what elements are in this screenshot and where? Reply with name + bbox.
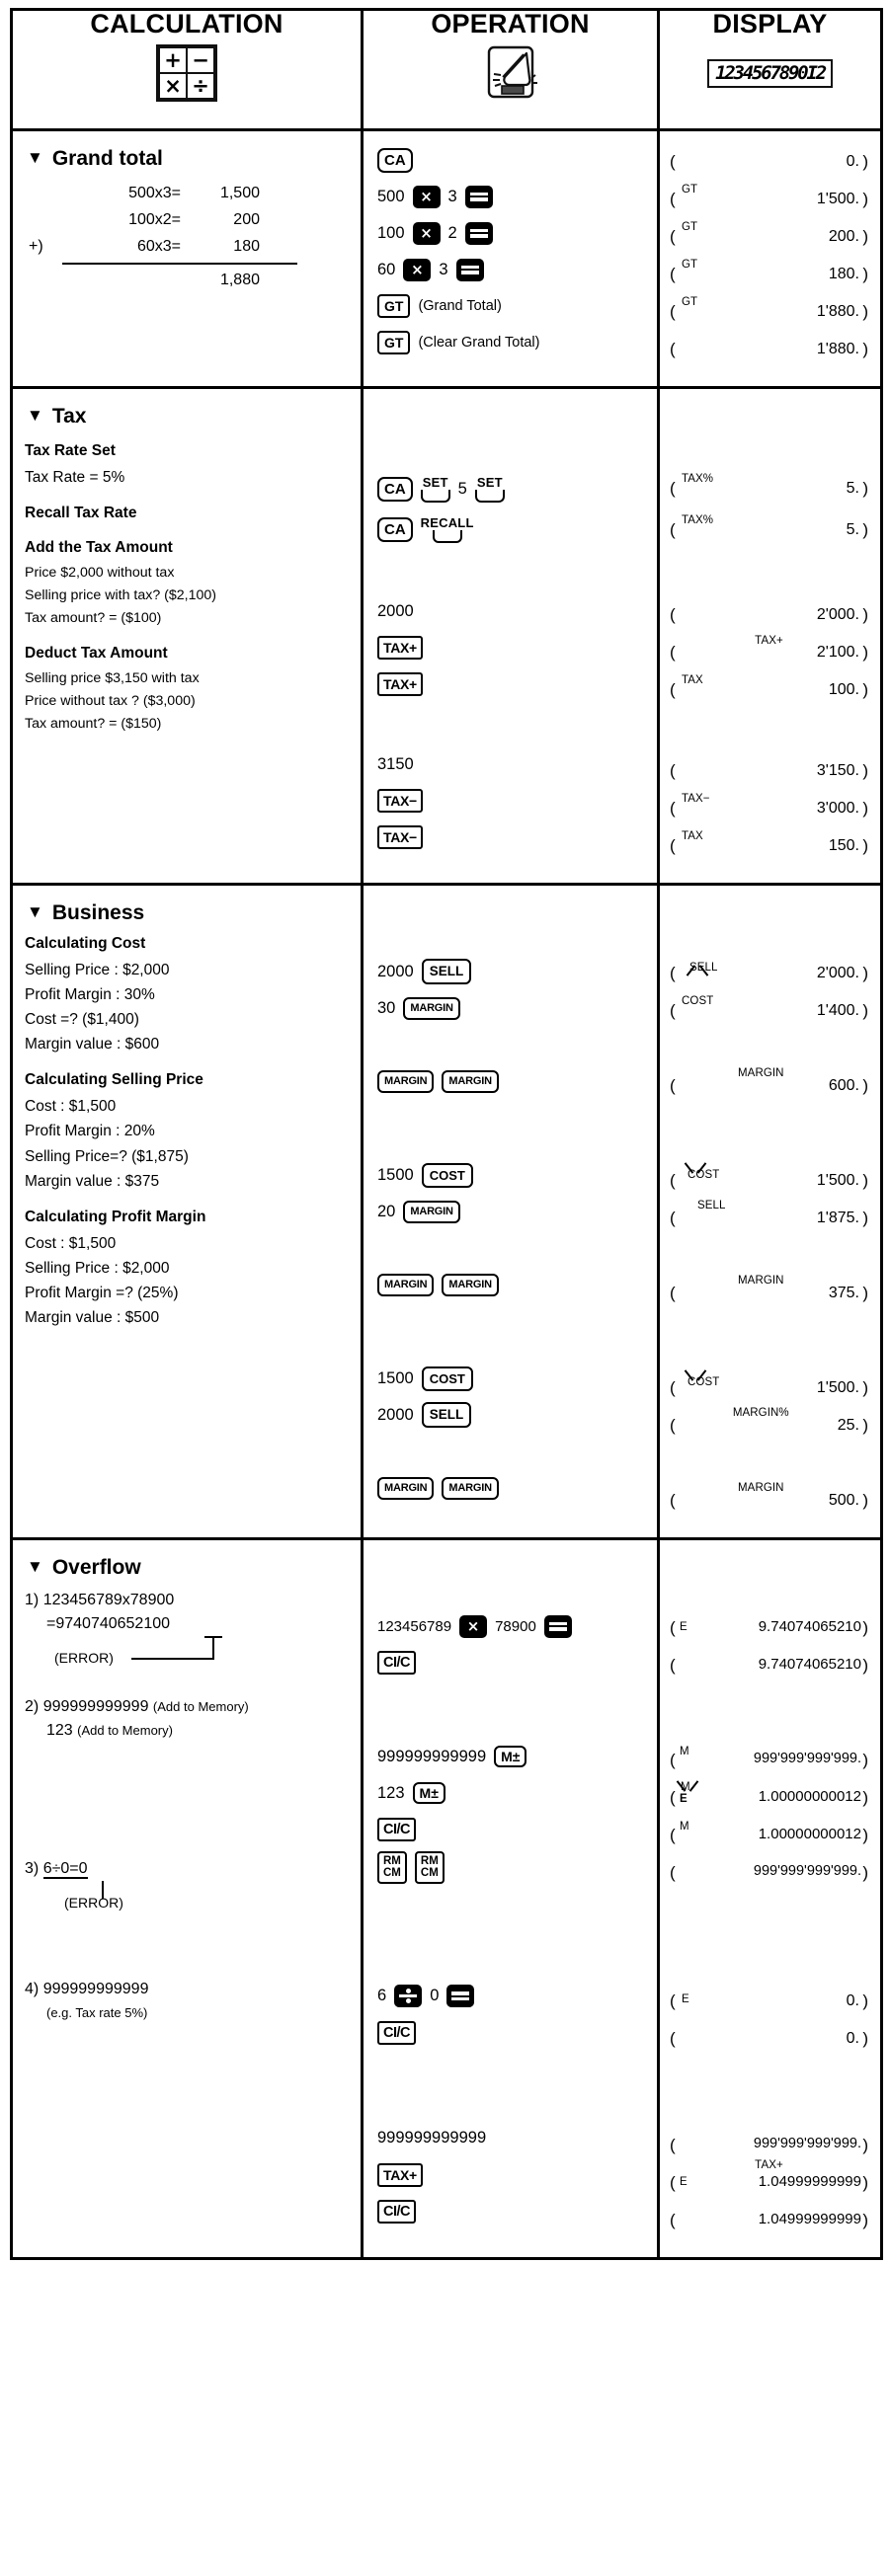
operation-step: 100 × 2 [377,218,647,248]
text-line: 4) 999999999999 [25,1981,149,1998]
header-calculation [12,10,363,130]
operation-step [377,1066,647,1096]
text-line: Profit Margin : 20% [25,1123,155,1140]
tax-plus-key[interactable]: TAX+ [377,2163,423,2187]
sell-indicator: SELL [689,962,718,974]
margin-key[interactable]: MARGIN [442,1070,498,1093]
cost-indicator: COST [688,1169,720,1181]
display-line: ( SELL 2'000. ) [670,962,868,982]
subheading-add-tax-amount: Add the Tax Amount [25,539,173,557]
calculator-keys-icon [156,44,217,102]
text-line: 123 (Add to Memory) [46,1722,173,1740]
multiply-key[interactable]: × [413,186,441,208]
margin-indicator: MARGIN [737,1482,784,1494]
display-line: ( COST 1'500. ) [670,1169,868,1190]
clear-key[interactable]: CI/C [377,1651,416,1676]
text-line: 3) 6÷0=0 [25,1860,88,1878]
operation-step [377,2160,647,2190]
section-row-business [12,885,882,1539]
tax-minus-indicator: TAX− [682,793,710,805]
tax-minus-key[interactable]: TAX− [377,789,423,813]
operation-step [377,1815,647,1844]
key-shape-icon [421,490,450,503]
gt-key[interactable]: GT [377,294,410,318]
overflow-item-3 [25,1857,351,1914]
triangle-bullet-icon: ▼ [27,902,43,922]
equals-key[interactable] [456,259,484,281]
operation-step [377,1851,647,1884]
gt-indicator: GT [682,184,698,195]
operation-step: 123 M± [377,1778,647,1808]
triangle-bullet-icon: ▼ [27,406,43,426]
margin-key[interactable]: MARGIN [442,1274,498,1296]
margin-key[interactable]: MARGIN [403,997,459,1020]
memory-plus-minus-key[interactable]: M± [413,1782,445,1804]
calc-row: 500x3= 1,500 [128,185,260,202]
text-line: Cost : $1,500 [25,1098,117,1116]
cost-key[interactable]: COST [422,1163,473,1188]
minus-key-icon: − [187,47,214,73]
operation-step [377,145,647,175]
tax-plus-indicator: TAX+ [755,2159,783,2171]
tax-calculation-cell [12,388,363,885]
table-header-row [12,10,882,130]
grand-total-display-cell [659,130,882,388]
display-line: ( COST 1'400. ) [670,995,868,1020]
operation-step: 60 × 3 [377,255,647,284]
operation-step [377,2018,647,2048]
text-line: Selling Price : $2,000 [25,1259,170,1277]
text-line: Tax amount? = ($100) [25,609,162,626]
memory-indicator: M [680,1821,689,1833]
display-line: ( M E 1.00000000012 ) [670,1781,868,1807]
equals-key[interactable] [465,222,493,245]
recall-memory-key[interactable]: RM CM [377,1851,407,1884]
clear-key[interactable]: CI/C [377,2200,416,2225]
display-line: ( MARGIN% 25. ) [670,1407,868,1435]
multiply-key[interactable]: × [403,259,431,281]
tax-indicator: TAX [682,674,703,686]
display-line: ( E 0. ) [670,1991,868,2010]
key-shape-icon [475,490,505,503]
business-display-cell [659,885,882,1539]
display-line: ( TAX− 3'000. ) [670,793,868,818]
display-line: ( COST 1'500. ) [670,1376,868,1397]
header-operation-title: OPERATION [431,9,590,39]
ca-key[interactable]: CA [377,148,413,173]
section-title-business: ▼ Business [27,901,145,924]
overflow-item-4 [25,1978,351,2025]
lcd-display-icon: 1234567890I2 [707,59,833,88]
operation-step: 2000 SELL [377,957,647,986]
display-line: ( TAX 100. ) [670,674,868,699]
error-annotation-1: (ERROR) [25,1636,351,1676]
display-line: ( 2'000. ) [670,605,868,624]
recall-memory-key[interactable]: RM CM [415,1851,445,1884]
display-line: ( TAX+ E 1.04999999999 ) [670,2159,868,2192]
margin-key[interactable]: MARGIN [377,1274,434,1296]
display-line: ( 0. ) [670,152,868,171]
tax-indicator: TAX [682,830,703,842]
error-indicator: E [680,1793,688,1805]
plus-key-icon: + [159,47,187,73]
operation-step: 3150 [377,754,414,773]
calc-row: +) 60x3= 180 [29,238,260,256]
equals-key[interactable] [544,1615,572,1638]
tax-percent-indicator: TAX% [682,514,714,526]
display-line: ( MARGIN 600. ) [670,1067,868,1095]
header-operation [363,10,659,130]
section-row-overflow [12,1539,882,2259]
finger-pressing-key-icon [480,44,541,102]
grand-total-arithmetic [25,180,351,293]
text-line: Selling Price : $2,000 [25,962,170,979]
operation-step: 6 0 [377,1982,647,2011]
overflow-calculation-cell [12,1539,363,2259]
subheading-recall-tax-rate: Recall Tax Rate [25,505,137,522]
operation-step: 30 MARGIN [377,993,647,1023]
tax-rate-note: (e.g. Tax rate 5%) [46,2005,148,2021]
subheading-calculating-selling-price: Calculating Selling Price [25,1071,203,1089]
operation-step [377,786,647,816]
cost-indicator: COST [682,995,714,1007]
cost-indicator: COST [688,1376,720,1388]
calc-row: 100x2= 200 [128,211,260,229]
display-line: ( GT 200. ) [670,221,868,246]
operation-step: 999999999999 [377,2129,487,2147]
display-line: ( TAX% 5. ) [670,514,868,539]
tax-plus-key[interactable]: TAX+ [377,636,423,660]
memory-plus-minus-key[interactable]: M± [494,1746,526,1767]
margin-key[interactable]: MARGIN [377,1070,434,1093]
display-line: ( 999'999'999'999. ) [670,2136,868,2154]
multiply-key-icon: × [159,73,187,99]
display-line: ( 3'150. ) [670,761,868,780]
gt-key[interactable]: GT [377,331,410,354]
operation-step: GT (Clear Grand Total) [377,328,647,357]
leader-line-vertical [212,1638,214,1660]
cost-key[interactable]: COST [422,1366,473,1391]
text-line [25,2001,351,2025]
grand-total-operation-cell [363,130,659,388]
display-line: ( GT 1'500. ) [670,184,868,208]
operation-step: 123456789 × 78900 [377,1611,647,1641]
text-line: 1) 123456789x78900 [25,1592,175,1609]
subheading-calculating-cost: Calculating Cost [25,935,146,953]
text-line: Tax Rate = 5% [25,469,125,487]
recall-key[interactable]: RECALL [421,516,474,543]
sell-indicator: SELL [697,1200,726,1211]
sum-rule [62,263,297,265]
header-display-title: DISPLAY [712,9,828,39]
margin-indicator: MARGIN [737,1067,784,1079]
margin-percent-indicator: MARGIN% [732,1407,789,1419]
section-title-overflow: ▼ Overflow [27,1556,141,1579]
section-row-grand-total [12,130,882,388]
text-line: Selling price $3,150 with tax [25,669,200,686]
business-operation-cell [363,885,659,1539]
error-annotation-3: (ERROR) [25,1881,351,1914]
margin-key[interactable]: MARGIN [377,1477,434,1500]
overflow-display-cell [659,1539,882,2259]
display-line: ( E 9.74074065210 ) [670,1618,868,1637]
display-line: ( MARGIN 500. ) [670,1482,868,1510]
overflow-item-2 [25,1695,351,1743]
operation-step: 20 MARGIN [377,1197,647,1226]
text-line: Profit Margin =? (25%) [25,1284,179,1301]
operation-step-recall-tax-rate [377,512,647,546]
clear-key[interactable]: CI/C [377,2021,416,2046]
text-line: Profit Margin : 30% [25,986,155,1004]
text-line: Margin value : $500 [25,1309,160,1327]
tax-minus-key[interactable]: TAX− [377,825,423,849]
memory-note: (Add to Memory) [77,1723,173,1739]
display-line: ( TAX+ 2'100. ) [670,635,868,662]
overflow-operation-cell [363,1539,659,2259]
set-key[interactable]: SET [421,476,450,503]
text-line: =9740740652100 [46,1615,171,1633]
ca-key[interactable]: CA [377,477,413,502]
display-line: ( TAX 150. ) [670,830,868,855]
leader-line [131,1658,214,1660]
header-calculation-title: CALCULATION [90,9,283,39]
operation-step [377,669,647,699]
operation-step: GT (Grand Total) [377,291,647,321]
tax-plus-key[interactable]: TAX+ [377,672,423,696]
gt-indicator: GT [682,221,698,233]
leader-line-cap [204,1636,222,1638]
text-line: Selling Price=? ($1,875) [25,1147,189,1165]
tax-operation-cell [363,388,659,885]
header-display [659,10,882,130]
error-indicator: E [682,1993,689,2005]
sell-key[interactable]: SELL [422,959,472,984]
display-line: ( 0. ) [670,2029,868,2048]
error-indicator: E [680,1621,688,1633]
operation-step-tax-rate-set: CA SET 5 SET [377,472,647,506]
operation-step [377,1648,647,1678]
set-key[interactable]: SET [475,476,505,503]
display-line: ( SELL 1'875. ) [670,1200,868,1227]
text-line: Cost : $1,500 [25,1234,117,1252]
equals-key[interactable] [446,1985,474,2007]
memory-note: (Add to Memory) [152,1699,249,1715]
overflow-item-1 [25,1589,351,1676]
margin-indicator: MARGIN [737,1275,784,1287]
memory-indicator: M [680,1746,689,1757]
memory-indicator: M [681,1781,690,1793]
display-line: ( TAX% 5. ) [670,473,868,498]
operation-step [377,2197,647,2226]
grand-total-sum: 1,880 [219,271,260,288]
display-line: ( MARGIN 375. ) [670,1275,868,1302]
tax-display-cell [659,388,882,885]
display-line: ( 999'999'999'999. ) [670,1863,868,1882]
gt-indicator: GT [682,259,698,271]
sell-key[interactable]: SELL [422,1402,472,1428]
subheading-tax-rate-set: Tax Rate Set [25,442,116,460]
section-title-grand-total: ▼ Grand total [27,147,163,170]
business-calculation-cell [12,885,363,1539]
gt-indicator: GT [682,296,698,308]
subheading-deduct-tax-amount: Deduct Tax Amount [25,644,168,662]
operation-step: 2000 [377,601,414,620]
text-line: Margin value : $600 [25,1036,160,1054]
operation-step [377,633,647,663]
operation-step: 999999999999 M± [377,1742,647,1771]
text-line: Selling price with tax? ($2,100) [25,586,216,603]
margin-key[interactable]: MARGIN [442,1477,498,1500]
section-title-tax: ▼ Tax [27,405,87,428]
operation-step [377,1270,647,1299]
equals-key[interactable] [465,186,493,208]
divide-key-icon: ÷ [187,73,214,99]
grand-total-calculation-cell [12,130,363,388]
display-line: ( M 1.00000000012 ) [670,1821,868,1844]
triangle-bullet-icon: ▼ [27,148,43,168]
ca-key[interactable]: CA [377,517,413,542]
multiply-key[interactable]: × [459,1615,487,1638]
section-row-tax [12,388,882,885]
multiply-key[interactable]: × [413,222,441,245]
subheading-calculating-profit-margin: Calculating Profit Margin [25,1208,206,1225]
operation-step: 1500 COST [377,1364,647,1393]
operation-step [377,1473,647,1503]
display-line: ( 1'880. ) [670,340,868,358]
display-line: ( M 999'999'999'999. ) [670,1746,868,1769]
divide-key[interactable] [394,1985,422,2007]
clear-key[interactable]: CI/C [377,1818,416,1842]
operations-table [10,8,883,2260]
text-line: Margin value : $375 [25,1172,160,1190]
display-line: ( 1.04999999999 ) [670,2211,868,2229]
operation-step [377,822,647,852]
tax-percent-indicator: TAX% [682,473,714,485]
margin-key[interactable]: MARGIN [403,1201,459,1223]
error-indicator: E [680,2176,688,2188]
text-line: Tax amount? = ($150) [25,715,162,732]
text-line: Price $2,000 without tax [25,564,175,581]
display-line: ( GT 180. ) [670,259,868,283]
tax-plus-indicator: TAX+ [755,635,783,647]
operation-step: 500 × 3 [377,182,647,211]
text-line: Price without tax ? ($3,000) [25,692,196,709]
triangle-bullet-icon: ▼ [27,1557,43,1577]
text-line: Cost =? ($1,400) [25,1011,139,1029]
text-line: 2) 999999999999 (Add to Memory) [25,1698,249,1716]
operation-step: 2000 SELL [377,1400,647,1430]
key-shape-icon [433,530,462,543]
operation-step: 1500 COST [377,1160,647,1190]
display-line: ( 9.74074065210 ) [670,1656,868,1675]
display-line: ( GT 1'880. ) [670,296,868,321]
